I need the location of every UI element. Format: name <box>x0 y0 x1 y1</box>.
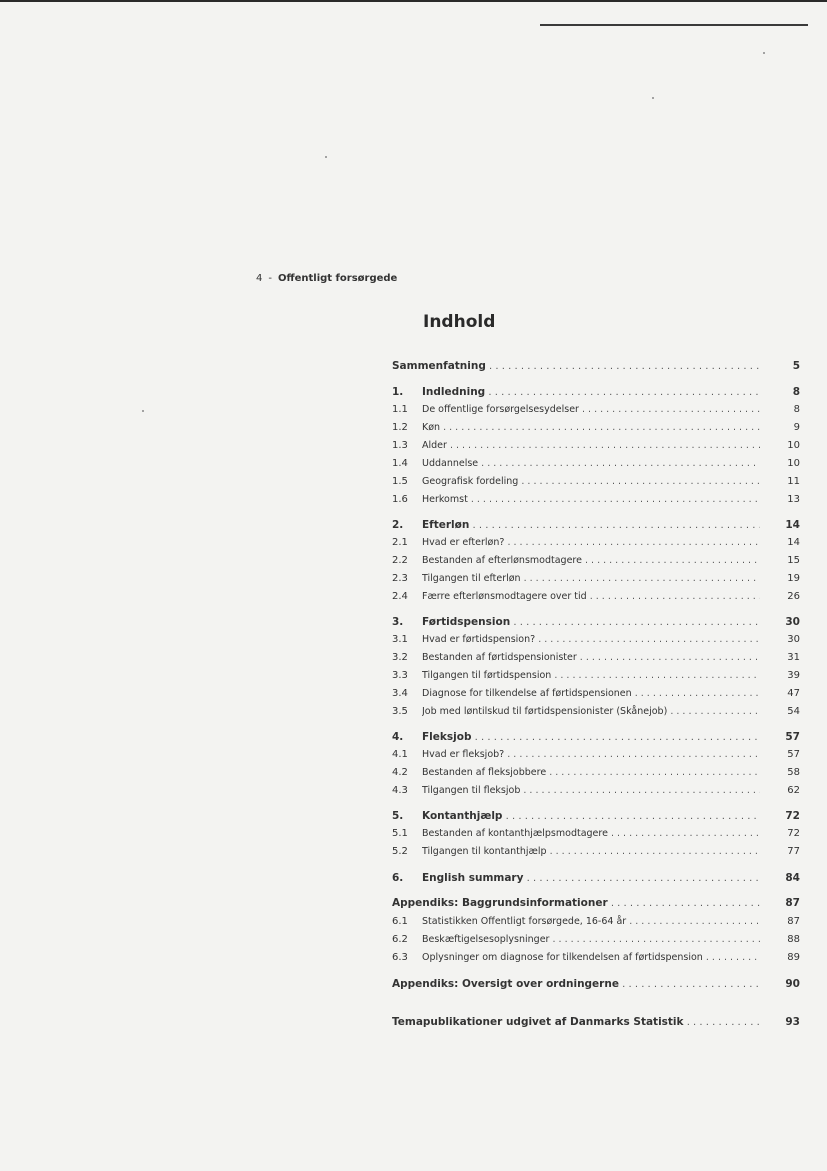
toc-row[interactable] <box>392 474 800 490</box>
toc-row[interactable] <box>392 535 800 551</box>
toc-entry: Sammenfatning . . . <box>392 358 760 375</box>
toc-row-summary[interactable] <box>392 358 800 374</box>
toc-entry: Diagnose for tilkendelse af førtidspensionen . . . <box>422 686 760 702</box>
toc-row-chapter-4[interactable] <box>392 729 800 745</box>
toc-row[interactable] <box>392 747 800 763</box>
toc-entry: Statistikken Offentligt forsørgede, 16-64 år . . . <box>422 914 760 930</box>
toc-number: 3.5 <box>392 706 408 717</box>
toc-page: 89 <box>787 952 800 963</box>
toc-row[interactable] <box>392 438 800 454</box>
toc-page: 57 <box>787 749 800 760</box>
toc-number: 1.4 <box>392 458 408 469</box>
toc-entry: Førtidspension . . . <box>422 614 760 631</box>
toc-entry: Alder . . . <box>422 438 760 454</box>
toc-entry: Temapublikationer udgivet af Danmarks Statistik . . . <box>392 1014 760 1031</box>
toc-entry: English summary . . . <box>422 870 760 887</box>
toc-number: 1.5 <box>392 476 408 487</box>
toc-entry: Fleksjob . . . <box>422 729 760 746</box>
toc-row-chapter-3[interactable] <box>392 614 800 630</box>
toc-page: 11 <box>787 476 800 487</box>
toc-row[interactable] <box>392 826 800 842</box>
toc-number: 6.2 <box>392 934 408 945</box>
toc-number: 2.3 <box>392 573 408 584</box>
toc-number: 3.2 <box>392 652 408 663</box>
toc-number: 4.2 <box>392 767 408 778</box>
scan-speck <box>763 52 765 54</box>
toc-row[interactable] <box>392 420 800 436</box>
toc-row[interactable] <box>392 914 800 930</box>
toc-page: 62 <box>787 785 800 796</box>
toc-row[interactable] <box>392 456 800 472</box>
toc-entry: Køn . . . <box>422 420 760 436</box>
toc-row-appendix-overview[interactable] <box>392 976 800 992</box>
toc-page: 9 <box>793 422 800 433</box>
toc-row[interactable] <box>392 783 800 799</box>
toc-page: 5 <box>792 360 800 372</box>
toc-row[interactable] <box>392 632 800 648</box>
toc-number: 2.1 <box>392 537 408 548</box>
toc-entry: Tilgangen til førtidspension . . . <box>422 668 760 684</box>
toc-number: 6. <box>392 872 404 884</box>
toc-number: 5. <box>392 810 404 822</box>
toc-entry: Tilgangen til kontanthjælp . . . <box>422 844 760 860</box>
toc-number: 4. <box>392 731 404 743</box>
toc-number: 1.6 <box>392 494 408 505</box>
toc-number: 5.1 <box>392 828 408 839</box>
toc-page: 87 <box>787 916 800 927</box>
toc-entry: Bestanden af fleksjobbere . . . <box>422 765 760 781</box>
toc-entry: Job med løntilskud til førtidspensionister (Skånejob) . . . <box>422 704 760 720</box>
toc-row-chapter-2[interactable] <box>392 517 800 533</box>
toc-page: 31 <box>787 652 800 663</box>
toc-row-appendix-background[interactable] <box>392 895 800 911</box>
toc-entry: Beskæftigelsesoplysninger . . . <box>422 932 760 948</box>
toc-entry: Herkomst . . . <box>422 492 760 508</box>
toc-page: 88 <box>787 934 800 945</box>
toc-number: 3. <box>392 616 404 628</box>
toc-row[interactable] <box>392 932 800 948</box>
toc-page: 72 <box>785 810 800 822</box>
toc-row[interactable] <box>392 765 800 781</box>
toc-number: 2. <box>392 519 404 531</box>
toc-page: 54 <box>787 706 800 717</box>
toc-number: 1.2 <box>392 422 408 433</box>
toc-entry: Bestanden af efterlønsmodtagere . . . <box>422 553 760 569</box>
header-rule <box>540 24 808 26</box>
publication-title: Offentligt forsørgede <box>277 273 398 284</box>
toc-number: 1.1 <box>392 404 408 415</box>
toc-entry: De offentlige forsørgelsesydelser . . . <box>422 402 760 418</box>
toc-entry: Hvad er efterløn? . . . <box>422 535 760 551</box>
running-head <box>256 273 397 284</box>
toc-page: 47 <box>787 688 800 699</box>
toc-number: 4.3 <box>392 785 408 796</box>
toc-page: 30 <box>785 616 800 628</box>
toc-row[interactable] <box>392 571 800 587</box>
toc-number: 6.1 <box>392 916 408 927</box>
toc-number: 3.3 <box>392 670 408 681</box>
toc-number: 2.2 <box>392 555 408 566</box>
toc-number: 4.1 <box>392 749 408 760</box>
toc-row[interactable] <box>392 650 800 666</box>
toc-row[interactable] <box>392 589 800 605</box>
toc-row[interactable] <box>392 492 800 508</box>
scan-speck <box>142 410 144 412</box>
toc-number: 6.3 <box>392 952 408 963</box>
toc-page: 39 <box>787 670 800 681</box>
toc-page: 90 <box>785 978 800 990</box>
toc-number: 3.4 <box>392 688 408 699</box>
toc-number: 5.2 <box>392 846 408 857</box>
toc-page: 19 <box>787 573 800 584</box>
toc-row[interactable] <box>392 704 800 720</box>
toc-number: 1. <box>392 386 404 398</box>
toc-page: 14 <box>787 537 800 548</box>
scan-speck <box>325 156 327 158</box>
toc-entry: Hvad er fleksjob? . . . <box>422 747 760 763</box>
toc-entry: Bestanden af kontanthjælpsmodtagere . . . <box>422 826 760 842</box>
toc-entry: Tilgangen til efterløn . . . <box>422 571 760 587</box>
toc-page: 77 <box>787 846 800 857</box>
toc-row-chapter-1[interactable] <box>392 384 800 400</box>
toc-page: 14 <box>785 519 800 531</box>
toc-page: 10 <box>787 440 800 451</box>
toc-title: Indhold <box>423 312 496 332</box>
toc-row[interactable] <box>392 950 800 966</box>
toc-entry: Tilgangen til fleksjob . . . <box>422 783 760 799</box>
toc-page: 30 <box>787 634 800 645</box>
toc-entry: Kontanthjælp . . . <box>422 808 760 825</box>
page-number: 4 <box>256 273 263 284</box>
toc-entry: Hvad er førtidspension? . . . <box>422 632 760 648</box>
toc-row[interactable] <box>392 402 800 418</box>
toc-page: 93 <box>785 1016 800 1028</box>
toc-page: 72 <box>787 828 800 839</box>
top-rule <box>0 0 827 2</box>
running-head-separator: - <box>268 273 272 284</box>
toc-entry: Efterløn . . . <box>422 517 760 534</box>
toc-row[interactable] <box>392 686 800 702</box>
toc-page: 84 <box>785 872 800 884</box>
toc-page: 10 <box>787 458 800 469</box>
toc-page: 13 <box>787 494 800 505</box>
toc-entry: Appendiks: Oversigt over ordningerne . . . <box>392 976 760 993</box>
toc-number: 2.4 <box>392 591 408 602</box>
toc-number: 1.3 <box>392 440 408 451</box>
toc-row-theme-publications[interactable] <box>392 1014 800 1030</box>
toc-page: 58 <box>787 767 800 778</box>
toc-page: 57 <box>785 731 800 743</box>
toc-page: 8 <box>793 404 800 415</box>
toc-page: 87 <box>785 897 800 909</box>
toc-entry: Oplysninger om diagnose for tilkendelsen af førtidspension . . . <box>422 950 760 966</box>
toc-page: 26 <box>787 591 800 602</box>
toc-row[interactable] <box>392 553 800 569</box>
toc-page: 8 <box>792 386 800 398</box>
toc-entry: Geografisk fordeling . . . <box>422 474 760 490</box>
toc-entry: Indledning . . . <box>422 384 760 401</box>
toc-entry: Færre efterlønsmodtagere over tid . . . <box>422 589 760 605</box>
toc-entry: Bestanden af førtidspensionister . . . <box>422 650 760 666</box>
toc-row[interactable] <box>392 668 800 684</box>
scan-speck <box>652 97 654 99</box>
toc-number: 3.1 <box>392 634 408 645</box>
toc-row[interactable] <box>392 844 800 860</box>
toc-entry: Appendiks: Baggrundsinformationer . . . <box>392 895 760 912</box>
toc-row-chapter-5[interactable] <box>392 808 800 824</box>
toc-entry: Uddannelse . . . <box>422 456 760 472</box>
toc-row-chapter-6[interactable] <box>392 870 800 886</box>
toc-page: 15 <box>787 555 800 566</box>
